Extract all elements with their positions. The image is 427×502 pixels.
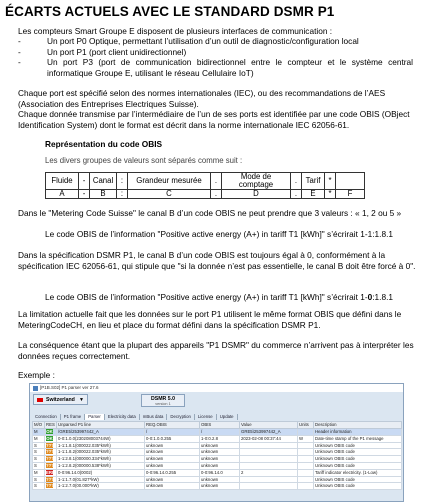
status-badge: ERR bbox=[46, 469, 56, 475]
res-cell bbox=[45, 435, 57, 442]
description-cell: Unknown OBIS code bbox=[314, 449, 402, 456]
obis-cell: D bbox=[222, 190, 291, 199]
tab-mbus-data[interactable]: mBus data bbox=[140, 414, 168, 420]
obis-cell: Fluide bbox=[46, 173, 79, 190]
tab-decryption[interactable]: Decryption bbox=[167, 414, 195, 420]
description-cell: Unknown OBIS code bbox=[314, 456, 402, 463]
paragraph-limitation: La limitation actuelle fait que les données sur le port P1 utilisent le même format OBIS que défini dans le MeteringCodeCH, en lieu et place du format défini dans la spécification DSMR P1. bbox=[18, 309, 402, 330]
units-cell bbox=[298, 469, 314, 476]
mo-cell: M bbox=[33, 435, 45, 442]
column-header[interactable]: REQ.OBIS bbox=[145, 422, 200, 429]
value-cell bbox=[240, 462, 298, 469]
unparsed-line-cell: /GRE5\253997442_A bbox=[57, 429, 145, 436]
obis-cell: C bbox=[128, 190, 211, 199]
table-row[interactable] bbox=[33, 476, 402, 483]
table-row[interactable] bbox=[33, 435, 402, 442]
app-icon bbox=[33, 386, 38, 391]
description-cell: Header information bbox=[314, 429, 402, 436]
page-title: ÉCARTS ACTUELS AVEC LE STANDARD DSMR P1 bbox=[5, 4, 335, 19]
units-cell bbox=[298, 476, 314, 483]
table-row[interactable] bbox=[33, 456, 402, 463]
bullet-dash: - bbox=[18, 36, 21, 46]
p1-parser-screenshot bbox=[29, 383, 404, 502]
units-cell bbox=[298, 429, 314, 436]
obis-cell: * bbox=[325, 173, 336, 190]
unparsed-line-cell: 0-0:1.0.0(230208003744W) bbox=[57, 435, 145, 442]
obis-section-heading: Représentation du code OBIS bbox=[45, 139, 163, 149]
units-cell bbox=[298, 462, 314, 469]
unparsed-line-cell: 1-1:1.8.2(000022.035*kWh) bbox=[57, 449, 145, 456]
paragraph-dsmr-spec: Dans la spécification DSMR P1, le canal B d’un code OBIS est toujours égal à 0, conformément à la spécification IEC 62056-61, qui stipule que "si la donnée n’est pas essentielle, le canal B doit être forcé à 0". bbox=[18, 250, 416, 271]
obis-cell: - bbox=[79, 173, 90, 190]
paragraph-obis-example-ch: Le code OBIS de l’information "Positive active energy (A+) in tariff T1 [kWh]" s’écrirait 1-1:1.8.1 bbox=[45, 229, 393, 239]
status-badge: ??? bbox=[46, 449, 54, 455]
mo-cell: S bbox=[33, 462, 45, 469]
status-badge: ??? bbox=[46, 476, 54, 482]
bullet-item bbox=[18, 57, 420, 79]
obis-section-note: Les divers groupes de valeurs sont séparés comme suit : bbox=[45, 156, 243, 165]
res-cell bbox=[45, 476, 57, 483]
unparsed-line-cell: 1-1:1.8.1(000022.035*kWh) bbox=[57, 442, 145, 449]
text-part: :1.8.1 bbox=[372, 292, 394, 302]
unparsed-line-cell: 1-1:1.7.0(01.827*kW) bbox=[57, 476, 145, 483]
intro-paragraph: Les compteurs Smart Groupe E disposent de plusieurs interfaces de communication : bbox=[18, 26, 333, 36]
obis-cell: unknown bbox=[200, 462, 240, 469]
bullet-item bbox=[18, 36, 420, 47]
value-cell bbox=[240, 483, 298, 490]
value-cell: 2023-02-08 00:37:44 bbox=[240, 435, 298, 442]
app-tabs bbox=[32, 414, 238, 420]
res-cell bbox=[45, 456, 57, 463]
table-row[interactable] bbox=[33, 449, 402, 456]
obis-cell: . bbox=[291, 173, 302, 190]
column-header[interactable]: Description bbox=[314, 422, 402, 429]
standard-name: DSMR 5.0 bbox=[151, 396, 175, 402]
req-obis-cell: / bbox=[145, 429, 200, 436]
obis-cell: E bbox=[302, 190, 325, 199]
units-cell: W bbox=[298, 435, 314, 442]
tab-update[interactable]: Update bbox=[217, 414, 238, 420]
res-cell bbox=[45, 449, 57, 456]
obis-cell: Canal bbox=[90, 173, 117, 190]
bullet-item bbox=[18, 47, 420, 58]
units-cell bbox=[298, 483, 314, 490]
units-cell bbox=[298, 449, 314, 456]
parser-table bbox=[32, 421, 402, 490]
unparsed-line-cell: 1-1:2.8.1(000000.334*kWh) bbox=[57, 456, 145, 463]
paragraph-ports: Chaque port est spécifié selon des normes internationales (IEC), ou des recommandations de l’AES (Association des Entreprises Electriques Suisse). bbox=[18, 88, 386, 109]
obis-cell: unknown bbox=[200, 483, 240, 490]
description-cell: Date-time stamp of the P1 message bbox=[314, 435, 402, 442]
description-cell: Unknown OBIS code bbox=[314, 476, 402, 483]
obis-cell: B bbox=[90, 190, 117, 199]
obis-letter-row bbox=[46, 190, 365, 199]
app-titlebar bbox=[30, 384, 403, 392]
mo-cell: M bbox=[33, 469, 45, 476]
app-window-title: [P1B.S02] P1 parser ver 27.6 bbox=[40, 385, 99, 390]
req-obis-cell: unknown bbox=[145, 456, 200, 463]
obis-cell: A bbox=[46, 190, 79, 199]
column-header[interactable]: Units bbox=[298, 422, 314, 429]
obis-cell: 0-0:96.14.0 bbox=[200, 469, 240, 476]
chevron-down-icon: ▼ bbox=[79, 397, 84, 403]
obis-cell: - bbox=[79, 190, 90, 199]
column-header[interactable]: Value bbox=[240, 422, 298, 429]
table-row[interactable] bbox=[33, 483, 402, 490]
value-cell bbox=[240, 456, 298, 463]
obis-header-row bbox=[46, 173, 365, 190]
obis-cell: : bbox=[117, 190, 128, 199]
column-header[interactable]: Unparsed P1 line bbox=[57, 422, 145, 429]
obis-cell bbox=[336, 173, 365, 190]
country-label: Switzerland bbox=[46, 397, 75, 403]
obis-cell: . bbox=[211, 190, 222, 199]
tab-p1-frame[interactable]: P1 frame bbox=[61, 414, 85, 420]
description-cell: Unknown OBIS code bbox=[314, 483, 402, 490]
obis-cell: : bbox=[117, 173, 128, 190]
paragraph-metering-code: Dans le "Metering Code Suisse" le canal B d’un code OBIS ne peut prendre que 3 valeurs : « 1, 2 ou 5 » bbox=[18, 208, 402, 218]
mo-cell: S bbox=[33, 442, 45, 449]
mo-cell: M bbox=[33, 429, 45, 436]
obis-cell: . bbox=[211, 173, 222, 190]
description-cell: Unknown OBIS code bbox=[314, 442, 402, 449]
req-obis-cell: unknown bbox=[145, 442, 200, 449]
value-cell bbox=[240, 476, 298, 483]
value-cell bbox=[240, 442, 298, 449]
status-badge: ??? bbox=[46, 483, 54, 489]
tab-electricity-data[interactable]: Electricity data bbox=[105, 414, 140, 420]
res-cell bbox=[45, 442, 57, 449]
mo-cell: S bbox=[33, 483, 45, 490]
tab-license[interactable]: License bbox=[195, 414, 217, 420]
bullet-text: Un port P3 (port de communication bidirectionnel entre le compteur et le système central informatique Groupe E, utilisant le réseau Cellulaire IoT) bbox=[47, 57, 413, 78]
obis-cell: unknown bbox=[200, 449, 240, 456]
paragraph-obis-example-dsmr bbox=[45, 292, 425, 303]
standard-button[interactable] bbox=[141, 394, 185, 407]
res-cell bbox=[45, 429, 57, 436]
status-badge: ??? bbox=[46, 456, 54, 462]
req-obis-cell: unknown bbox=[145, 449, 200, 456]
obis-cell: . bbox=[291, 190, 302, 199]
app-toolbar bbox=[30, 392, 403, 416]
column-header[interactable]: OBIS bbox=[200, 422, 240, 429]
table-row[interactable] bbox=[33, 429, 402, 436]
status-badge: ??? bbox=[46, 462, 54, 468]
paragraph-consequence: La conséquence étant que la plupart des appareils "P1 DSMR" du commerce n’arrivent pas à interpréter les données reçues correctement. bbox=[18, 340, 414, 361]
unparsed-line-cell: 0-0:96.14.0(0002) bbox=[57, 469, 145, 476]
bullet-text: Un port P1 (port client unidirectionnel) bbox=[47, 46, 187, 57]
text-part: Le code OBIS de l’information "Positive active energy (A+) in tariff T1 [kWh]" s’écrirait 1- bbox=[45, 292, 368, 302]
req-obis-cell: 0-0:96.14.0.255 bbox=[145, 469, 200, 476]
status-badge: ??? bbox=[46, 442, 54, 448]
obis-cell: * bbox=[325, 190, 336, 199]
column-header[interactable]: M/O bbox=[33, 422, 45, 429]
status-badge: OK bbox=[46, 435, 53, 441]
res-cell bbox=[45, 469, 57, 476]
table-row[interactable] bbox=[33, 462, 402, 469]
obis-cell: 1-0:0.2.8 bbox=[200, 435, 240, 442]
status-badge: OK bbox=[46, 429, 53, 434]
paragraph-obis-intro: Chaque donnée transmise par l’intermédiaire de l’un de ses ports est identifiée par une code OBIS (OBject Identification System) dont le format est décrit dans la norme internationale IEC 62056-61. bbox=[18, 109, 410, 130]
column-header[interactable]: RES bbox=[46, 422, 55, 427]
obis-cell: F bbox=[336, 190, 365, 199]
value-cell bbox=[240, 449, 298, 456]
description-cell: Tariff indicator electricity. (1-Low) bbox=[314, 469, 402, 476]
req-obis-cell: 0-0:1.0.0.255 bbox=[145, 435, 200, 442]
text-part-bold: 0 bbox=[367, 292, 373, 302]
units-cell bbox=[298, 456, 314, 463]
obis-cell: / bbox=[200, 429, 240, 436]
table-header-row bbox=[33, 422, 402, 429]
swiss-flag-icon bbox=[37, 398, 43, 402]
obis-format-table bbox=[45, 172, 365, 199]
obis-cell: unknown bbox=[200, 442, 240, 449]
description-cell: Unknown OBIS code bbox=[314, 462, 402, 469]
units-cell bbox=[298, 442, 314, 449]
res-cell bbox=[45, 462, 57, 469]
res-cell bbox=[45, 483, 57, 490]
table-row[interactable] bbox=[33, 469, 402, 476]
value-cell: 2 bbox=[240, 469, 298, 476]
mo-cell: S bbox=[33, 456, 45, 463]
obis-cell: Tarif bbox=[302, 173, 325, 190]
table-row[interactable] bbox=[33, 442, 402, 449]
bullet-dash: - bbox=[18, 57, 21, 67]
example-label: Exemple : bbox=[18, 370, 55, 380]
tab-connection[interactable]: Connection bbox=[32, 414, 61, 420]
mo-cell: S bbox=[33, 476, 45, 483]
req-obis-cell: unknown bbox=[145, 462, 200, 469]
obis-cell: Grandeur mesurée bbox=[128, 173, 211, 190]
tab-parser[interactable]: Parser bbox=[85, 414, 105, 420]
mo-cell: S bbox=[33, 449, 45, 456]
obis-cell: unknown bbox=[200, 476, 240, 483]
bullet-text: Un port P0 Optique, permettant l’utilisation d’un outil de diagnostic/configuration local bbox=[47, 36, 359, 46]
country-select[interactable] bbox=[33, 394, 88, 405]
standard-version: version 1 bbox=[155, 402, 171, 406]
req-obis-cell: unknown bbox=[145, 483, 200, 490]
unparsed-line-cell: 1-1:2.8.2(000000.538*kWh) bbox=[57, 462, 145, 469]
bullet-dash: - bbox=[18, 46, 21, 57]
obis-cell: Mode de comptage bbox=[222, 173, 291, 190]
unparsed-line-cell: 1-1:2.7.0(00.000*kW) bbox=[57, 483, 145, 490]
req-obis-cell: unknown bbox=[145, 476, 200, 483]
obis-cell: unknown bbox=[200, 456, 240, 463]
value-cell: GRE5\253997442_A bbox=[240, 429, 298, 436]
